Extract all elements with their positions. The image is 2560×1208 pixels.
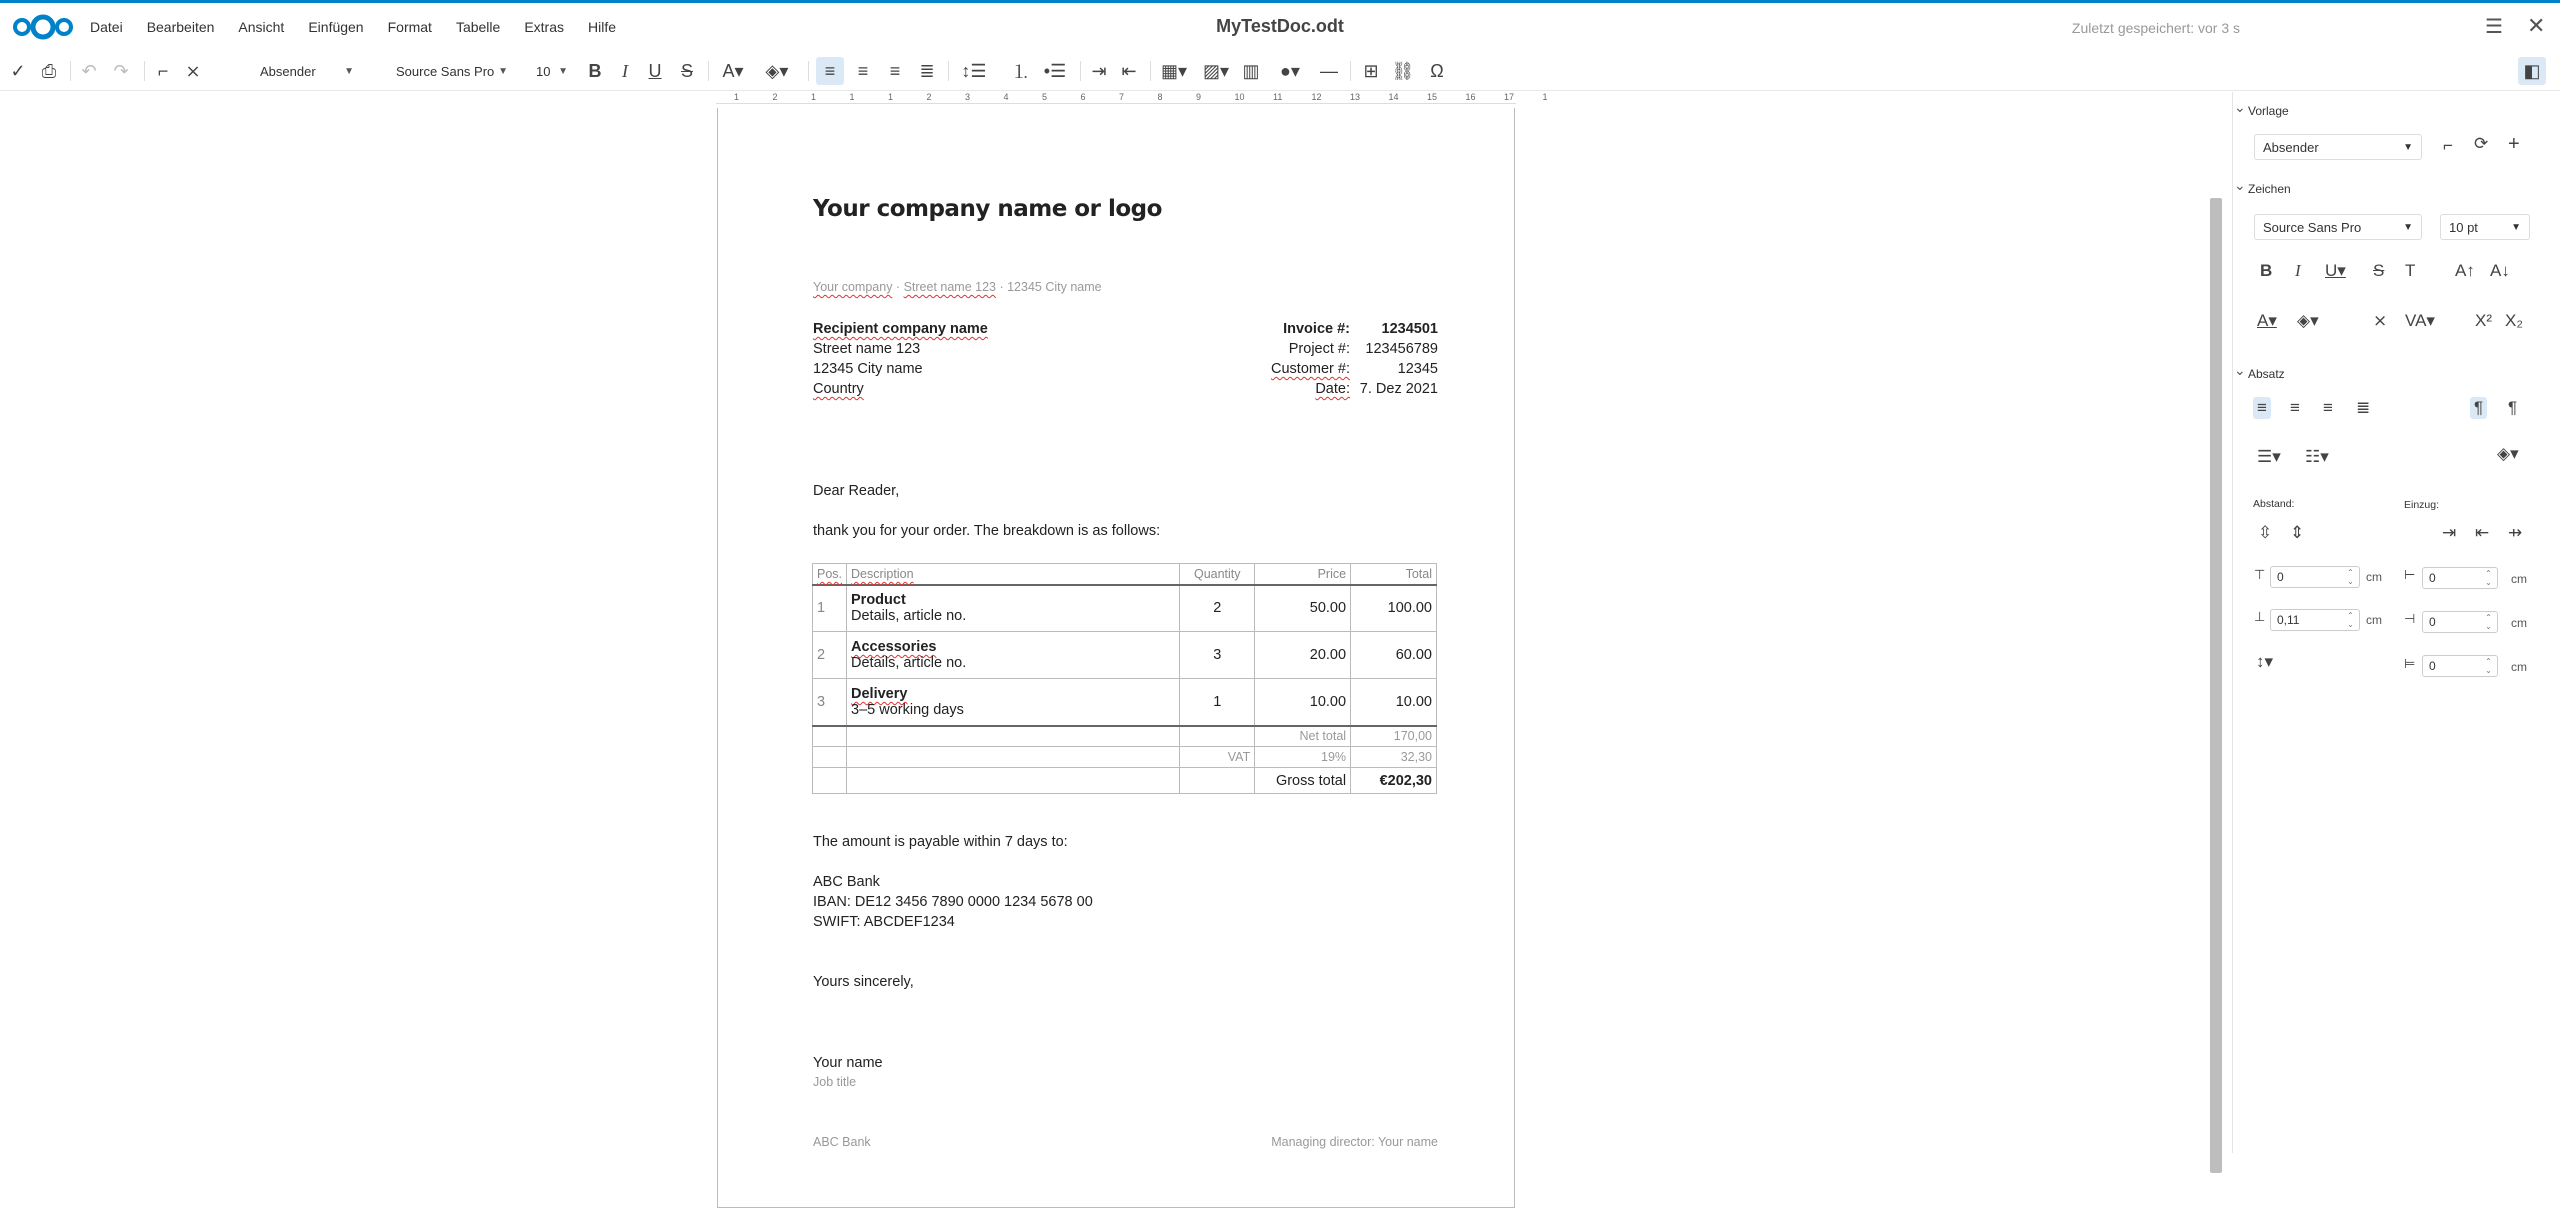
sender-company: Your company (813, 280, 893, 294)
row-description[interactable] (847, 632, 1180, 679)
recipient-name[interactable]: Recipient company name (813, 321, 988, 337)
font-color-icon[interactable]: A▾ (722, 60, 744, 81)
style-select-value: Absender (2263, 139, 2319, 155)
row-quantity[interactable]: 3 (1180, 632, 1255, 679)
chevron-down-icon: ▼ (498, 65, 508, 77)
ruler-tick-label: 2 (926, 92, 932, 102)
greeting[interactable]: Dear Reader, (813, 483, 900, 499)
line-spacing-icon[interactable]: ↕▾ (2256, 652, 2274, 671)
customer-number-value[interactable]: 12345 (1397, 361, 1438, 377)
ruler-tick-label: 7 (1119, 92, 1125, 102)
section-zeichen-header[interactable]: ⌄ Zeichen (2248, 182, 2291, 196)
style-select[interactable] (2254, 134, 2422, 160)
below-paragraph-icon: ⊥ (2254, 609, 2266, 624)
insert-chart-icon[interactable]: ▥ (1242, 60, 1260, 81)
footer-right[interactable]: Managing director: Your name (1271, 1135, 1438, 1149)
shadow-icon[interactable]: T (2405, 261, 2416, 280)
row-pos[interactable]: 1 (813, 585, 847, 632)
underline-icon[interactable]: U▾ (2325, 261, 2346, 280)
divider (708, 61, 709, 81)
clear-formatting-icon[interactable]: ⨯ (185, 60, 201, 81)
vat-rate[interactable]: 19% (1255, 747, 1351, 768)
increase-spacing-icon[interactable]: ⇳ (2258, 523, 2273, 542)
ruler-tick-label: 6 (1080, 92, 1086, 102)
bold-icon[interactable]: B (2260, 261, 2273, 280)
undo-icon[interactable]: ↶ (81, 60, 97, 81)
clear-formatting-icon[interactable]: ⨯ (2373, 311, 2388, 330)
insert-shape-icon[interactable]: ●▾ (1280, 60, 1300, 81)
gross-total-label[interactable]: Gross total (1255, 768, 1351, 794)
empty-cell[interactable] (1180, 768, 1255, 794)
paragraph-style-value: Absender (260, 63, 316, 79)
above-spacing-field[interactable]: 0 ⌃⌄ (2270, 566, 2360, 588)
header-price[interactable]: Price (1255, 564, 1351, 585)
increase-indent-icon[interactable]: ⇥ (2442, 523, 2457, 542)
empty-cell[interactable] (847, 768, 1180, 794)
net-total-row (813, 726, 1437, 747)
customer-number-label[interactable]: Customer #: (1271, 361, 1350, 377)
menu-ansicht[interactable]: Ansicht (238, 19, 285, 35)
row-title: Product (851, 592, 906, 609)
row-detail: Details, article no. (851, 608, 967, 625)
insert-comment-icon[interactable]: ⊞ (1363, 60, 1379, 81)
first-line-indent-field[interactable]: 0 ⌃⌄ (2422, 655, 2498, 677)
ruler-tick-label: 5 (1042, 92, 1048, 102)
ruler-tick-label: 8 (1157, 92, 1163, 102)
divider (808, 61, 809, 81)
ltr-paragraph-icon[interactable]: ¶ (2470, 397, 2487, 419)
bank-swift[interactable]: SWIFT: ABCDEF1234 (813, 914, 955, 930)
decrease-indent-icon[interactable]: ⇤ (2475, 523, 2490, 542)
align-right-icon[interactable]: ≡ (889, 60, 901, 81)
unit-label: cm (2511, 616, 2527, 630)
menu-extras[interactable]: Extras (524, 19, 565, 35)
insert-link-icon[interactable]: ⛓ (1391, 60, 1415, 81)
highlight-color-icon[interactable]: ◈▾ (765, 60, 789, 81)
decrease-spacing-icon[interactable]: ⇕ (2290, 523, 2305, 542)
section-vorlage-header[interactable]: ⌄ Vorlage (2248, 104, 2289, 118)
spacing-label: Abstand: (2253, 498, 2295, 510)
sidebar-size-select[interactable] (2440, 214, 2530, 240)
row-pos[interactable]: 2 (813, 632, 847, 679)
row-description[interactable] (847, 585, 1180, 632)
chevron-down-icon: ▼ (344, 65, 354, 77)
underline-icon[interactable]: U (648, 60, 662, 81)
bullet-list-icon[interactable]: ☰▾ (2257, 447, 2281, 466)
menu-einfuegen[interactable]: Einfügen (308, 19, 364, 35)
row-title: Accessories (851, 639, 937, 655)
save-icon[interactable]: ✓ (10, 60, 26, 81)
toggle-menubar-icon[interactable]: ☰ (2485, 16, 2503, 38)
ruler-tick-label: 1 (1542, 92, 1548, 102)
insert-table-icon[interactable]: ▦▾ (1160, 60, 1188, 81)
ruler-tick-label: 13 (1350, 92, 1361, 102)
character-spacing-icon[interactable]: VA▾ (2405, 311, 2435, 330)
sender-separator: · (892, 280, 904, 294)
document-title[interactable]: MyTestDoc.odt (1216, 16, 1344, 36)
vat-row (813, 747, 1437, 768)
above-paragraph-icon: ⊤ (2254, 567, 2266, 582)
clone-formatting-icon[interactable]: ⌐ (157, 60, 169, 81)
numbered-list-icon[interactable]: ☷▾ (2305, 447, 2329, 466)
decrease-indent-icon[interactable]: ⇤ (1121, 60, 1137, 81)
table-row (813, 679, 1437, 726)
empty-cell[interactable] (1180, 726, 1255, 747)
section-absatz-header[interactable]: ⌄ Absatz (2248, 367, 2285, 381)
sender-street: Street name 123 (903, 280, 996, 294)
net-total-label[interactable]: Net total (1255, 726, 1351, 747)
line-spacing-icon[interactable]: ↕☰ (961, 60, 987, 81)
style-update-icon[interactable]: ⌐ (2443, 136, 2453, 155)
header-description[interactable]: Description (847, 564, 1180, 585)
before-indent-icon: ⊢ (2404, 567, 2416, 582)
grow-font-icon[interactable]: A↑ (2455, 261, 2475, 280)
header-quantity[interactable]: Quantity (1180, 564, 1255, 585)
gross-total-row (813, 768, 1437, 794)
divider (1080, 61, 1081, 81)
bullet-list-icon[interactable]: •☰ (1043, 60, 1067, 81)
before-indent-field[interactable]: 0 ⌃⌄ (2422, 567, 2498, 589)
ruler-tick-label: 12 (1311, 92, 1322, 102)
shrink-font-icon[interactable]: A↓ (2490, 261, 2510, 280)
ruler-tick-label: 15 (1427, 92, 1438, 102)
row-title: Delivery (851, 685, 908, 702)
vertical-scrollbar[interactable] (2210, 198, 2222, 1173)
subscript-icon[interactable]: X₂ (2505, 311, 2523, 330)
ruler-tick-label: 11 (1273, 92, 1283, 102)
unit-label: cm (2366, 613, 2382, 627)
divider (70, 61, 71, 81)
intro-text[interactable]: thank you for your order. The breakdown is as follows: (813, 523, 1161, 539)
menu-datei[interactable]: Datei (90, 19, 123, 35)
unit-label: cm (2511, 572, 2527, 586)
row-pos[interactable]: 3 (813, 679, 847, 726)
menu-tabelle[interactable]: Tabelle (455, 19, 501, 35)
strikethrough-icon[interactable]: S (2373, 261, 2385, 280)
align-left-icon[interactable]: ≡ (2253, 397, 2271, 419)
italic-icon[interactable]: I (2295, 261, 2301, 280)
new-style-icon[interactable]: + (2508, 133, 2520, 155)
table-row (813, 632, 1437, 679)
chevron-down-icon: ▼ (2403, 141, 2413, 153)
gross-total-value[interactable]: €202,30 (1351, 768, 1437, 794)
chevron-down-icon: ▼ (2403, 221, 2413, 233)
project-number-value[interactable]: 123456789 (1365, 341, 1438, 357)
ruler-tick-label: 3 (965, 92, 971, 102)
ruler-tick-label: 1 (849, 92, 855, 102)
menu-hilfe[interactable]: Hilfe (588, 19, 617, 35)
empty-cell[interactable] (847, 726, 1180, 747)
menu-format[interactable]: Format (387, 19, 432, 35)
insert-line-icon[interactable]: — (1320, 60, 1338, 81)
vat-label[interactable]: VAT (1180, 747, 1255, 768)
chevron-down-icon: ▼ (2511, 221, 2521, 233)
after-indent-icon: ⊣ (2404, 611, 2416, 626)
ruler-tick-label: 9 (1196, 92, 1202, 102)
chevron-down-icon: ▼ (558, 65, 568, 77)
row-price[interactable]: 10.00 (1255, 679, 1351, 726)
paragraph-style-select[interactable] (214, 58, 360, 84)
justify-icon[interactable]: ≣ (919, 60, 935, 81)
vat-value[interactable]: 32,30 (1351, 747, 1437, 768)
sender-city: 12345 City name (1007, 280, 1102, 294)
bold-icon[interactable]: B (588, 60, 602, 81)
divider (1350, 61, 1351, 81)
style-refresh-icon[interactable]: ⟳ (2474, 134, 2489, 153)
align-center-icon[interactable]: ≡ (857, 60, 869, 81)
font-size-value: 10 (536, 63, 551, 79)
font-size-select[interactable] (524, 58, 574, 84)
recipient-city[interactable]: 12345 City name (813, 361, 923, 377)
payable-text[interactable]: The amount is payable within 7 days to: (813, 834, 1068, 850)
italic-icon[interactable]: I (622, 60, 628, 81)
strikethrough-icon[interactable]: S (680, 60, 693, 81)
row-detail: Details, article no. (851, 655, 967, 671)
recipient-country[interactable]: Country (813, 381, 864, 397)
invoice-number-value[interactable]: 1234501 (1381, 321, 1438, 337)
divider (144, 61, 145, 81)
menu-bearbeiten[interactable]: Bearbeiten (146, 19, 215, 35)
row-quantity[interactable]: 1 (1180, 679, 1255, 726)
ruler-tick-label: 17 (1504, 92, 1515, 102)
save-status: Zuletzt gespeichert: vor 3 s (2071, 20, 2240, 36)
divider (948, 61, 949, 81)
row-price[interactable]: 50.00 (1255, 585, 1351, 632)
ruler-tick-label: 1 (734, 92, 740, 102)
row-quantity[interactable]: 2 (1180, 585, 1255, 632)
ruler-tick-label: 2 (772, 92, 778, 102)
invoice-table[interactable] (812, 563, 1437, 794)
font-color-icon[interactable]: A▾ (2257, 311, 2277, 330)
ruler-tick-label: 4 (1003, 92, 1009, 102)
unit-label: cm (2511, 660, 2527, 674)
empty-cell[interactable] (813, 768, 847, 794)
ruler-tick-label: 1 (888, 92, 894, 102)
numbered-list-icon[interactable]: ⒈ (1012, 62, 1030, 82)
insert-image-icon[interactable]: ▨▾ (1202, 60, 1230, 81)
menu-bar (0, 3, 2560, 51)
align-right-icon[interactable]: ≡ (2323, 398, 2333, 417)
menu-list (90, 3, 640, 51)
print-icon[interactable]: ⎙ (41, 60, 57, 81)
project-number-label[interactable]: Project #: (1288, 341, 1350, 357)
indent-label: Einzug: (2404, 499, 2440, 511)
sidebar-toggle-icon[interactable]: ◧ (2518, 57, 2546, 85)
hanging-indent-icon[interactable]: ⇸ (2508, 523, 2523, 542)
header-pos[interactable]: Pos. (813, 564, 847, 585)
highlight-color-icon[interactable]: ◈▾ (2297, 311, 2319, 330)
align-center-icon[interactable]: ≡ (2290, 398, 2300, 417)
increase-indent-icon[interactable]: ⇥ (1091, 60, 1107, 81)
rtl-paragraph-icon[interactable]: ¶ (2508, 398, 2518, 417)
date-label[interactable]: Date: (1315, 381, 1350, 397)
bank-iban[interactable]: IBAN: DE12 3456 7890 0000 1234 5678 00 (813, 894, 1093, 910)
bank-name[interactable]: ABC Bank (813, 874, 880, 890)
font-name-select[interactable] (368, 58, 514, 84)
table-header-row (813, 564, 1437, 585)
toolbar (0, 51, 2560, 91)
below-spacing-field[interactable]: 0,11 ⌃⌄ (2270, 609, 2360, 631)
first-line-indent-icon: ⊨ (2404, 656, 2416, 671)
justify-icon[interactable]: ≣ (2356, 398, 2371, 417)
superscript-icon[interactable]: X² (2475, 311, 2492, 330)
row-description[interactable] (847, 679, 1180, 726)
unit-label: cm (2366, 570, 2382, 584)
row-detail: 3–5 working days (851, 701, 964, 718)
empty-cell[interactable] (813, 747, 847, 768)
close-icon[interactable]: ✕ (2527, 13, 2546, 38)
sidebar-size-value: 10 pt (2449, 219, 2478, 235)
after-indent-field[interactable]: 0 ⌃⌄ (2422, 611, 2498, 633)
nextcloud-logo[interactable] (12, 13, 74, 41)
special-character-icon[interactable]: Ω (1430, 60, 1444, 81)
date-value[interactable]: 7. Dez 2021 (1359, 381, 1438, 397)
row-total[interactable]: 100.00 (1351, 585, 1437, 632)
ruler-tick-label: 10 (1234, 92, 1245, 102)
ruler-tick-label: 14 (1388, 92, 1399, 102)
empty-cell[interactable] (813, 726, 847, 747)
table-row (813, 585, 1437, 632)
company-heading[interactable]: Your company name or logo (813, 196, 1162, 222)
redo-icon[interactable]: ↷ (113, 60, 129, 81)
header-total[interactable]: Total (1351, 564, 1437, 585)
horizontal-ruler[interactable] (716, 92, 1548, 104)
signature-name[interactable]: Your name (813, 1055, 883, 1071)
ruler-tick-label: 16 (1465, 92, 1476, 102)
sidebar-font-value: Source Sans Pro (2263, 219, 2362, 235)
row-total[interactable]: 10.00 (1351, 679, 1437, 726)
sender-separator: · (995, 280, 1008, 294)
divider (1150, 61, 1151, 81)
sidebar-font-select[interactable] (2254, 214, 2422, 240)
align-left-icon[interactable]: ≡ (816, 57, 844, 85)
row-price[interactable]: 20.00 (1255, 632, 1351, 679)
paragraph-background-icon[interactable]: ◈▾ (2497, 444, 2519, 463)
row-total[interactable]: 60.00 (1351, 632, 1437, 679)
font-name-value: Source Sans Pro (396, 63, 495, 79)
signature-title[interactable]: Job title (813, 1075, 857, 1089)
invoice-number-label[interactable]: Invoice #: (1283, 321, 1350, 337)
closing[interactable]: Yours sincerely, (813, 974, 914, 990)
empty-cell[interactable] (847, 747, 1180, 768)
recipient-street[interactable]: Street name 123 (813, 341, 921, 357)
net-total-value[interactable]: 170,00 (1351, 726, 1437, 747)
footer-left[interactable]: ABC Bank (813, 1135, 871, 1149)
sender-line[interactable] (813, 280, 1102, 294)
ruler-tick-label: 1 (811, 92, 817, 102)
